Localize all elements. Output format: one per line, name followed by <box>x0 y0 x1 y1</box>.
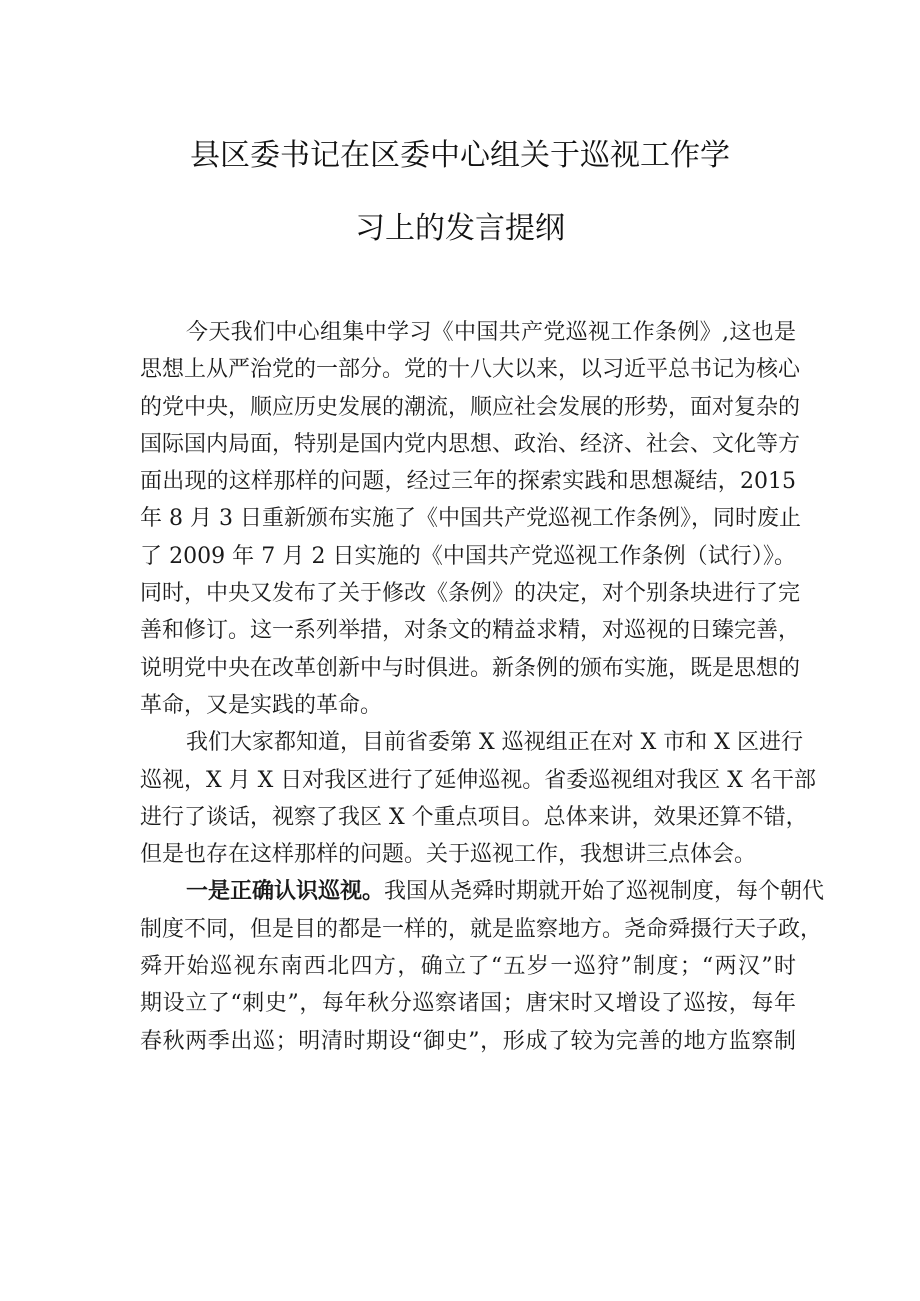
paragraph-lead-heading: 一是正确认识巡视。 <box>186 879 385 905</box>
paragraph-line: 国际国内局面，特别是国内党内思想、政治、经济、社会、文化等方 <box>140 431 801 457</box>
paragraph-line: 了 2009 年 7 月 2 日实施的《中国共产党巡视工作条例（试行）》。 <box>140 543 796 569</box>
paragraph-line: 我们大家都知道，目前省委第 X 巡视组正在对 X 市和 X 区进行 <box>186 730 803 756</box>
paragraph-line: 善和修订。这一系列举措，对条文的精益求精，对巡视的日臻完善， <box>140 618 801 644</box>
paragraph-3 <box>140 873 825 1059</box>
paragraph-line: 春秋两季出巡；明清时期设“御史”，形成了较为完善的地方监察制 <box>140 1028 796 1054</box>
document-title-line-2: 习上的发言提纲 <box>355 211 565 246</box>
paragraph-line: 的党中央，顺应历史发展的潮流，顺应社会发展的形势，面对复杂的 <box>140 394 801 420</box>
paragraph-line: 思想上从严治党的一部分。党的十八大以来，以习近平总书记为核心 <box>140 357 801 383</box>
paragraph-line: 今天我们中心组集中学习《中国共产党巡视工作条例》,这也是 <box>186 320 796 345</box>
paragraph-line: 但是也存在这样那样的问题。关于巡视工作，我想讲三点体会。 <box>140 842 757 868</box>
paragraph-line: 革命，又是实践的革命。 <box>140 692 383 718</box>
paragraph-line: 同时，中央又发布了关于修改《条例》的决定，对个别条块进行了完 <box>140 581 801 607</box>
paragraph-line: 期设立了“刺史”，每年秋分巡察诸国；唐宋时又增设了巡按，每年 <box>140 991 796 1017</box>
paragraph-1 <box>140 314 801 724</box>
paragraph-line: 年 8 月 3 日重新颁布实施了《中国共产党巡视工作条例》，同时废止 <box>140 506 801 532</box>
paragraph-line: 巡视，X 月 X 日对我区进行了延伸巡视。省委巡视组对我区 X 名干部 <box>140 767 816 793</box>
paragraph-line: 舜开始巡视东南西北四方，确立了“五岁一巡狩”制度；“两汉”时 <box>140 954 796 980</box>
document-title-line-1: 县区委书记在区委中心组关于巡视工作学 <box>190 138 730 173</box>
document-body <box>140 314 825 1060</box>
paragraph-line: 制度不同，但是目的都是一样的，就是监察地方。尧命舜摄行天子政， <box>140 916 823 942</box>
paragraph-line: 说明党中央在改革创新中与时俱进。新条例的颁布实施，既是思想的 <box>140 655 801 681</box>
paragraph-line: 面出现的这样那样的问题，经过三年的探索实践和思想凝结，2015 <box>140 469 796 495</box>
paragraph-first-line <box>140 873 825 910</box>
paragraph-line-rest: 我国从尧舜时期就开始了巡视制度，每个朝代 <box>384 879 825 905</box>
paragraph-line: 进行了谈话，视察了我区 X 个重点项目。总体来讲，效果还算不错， <box>140 804 808 830</box>
paragraph-2 <box>140 724 816 873</box>
